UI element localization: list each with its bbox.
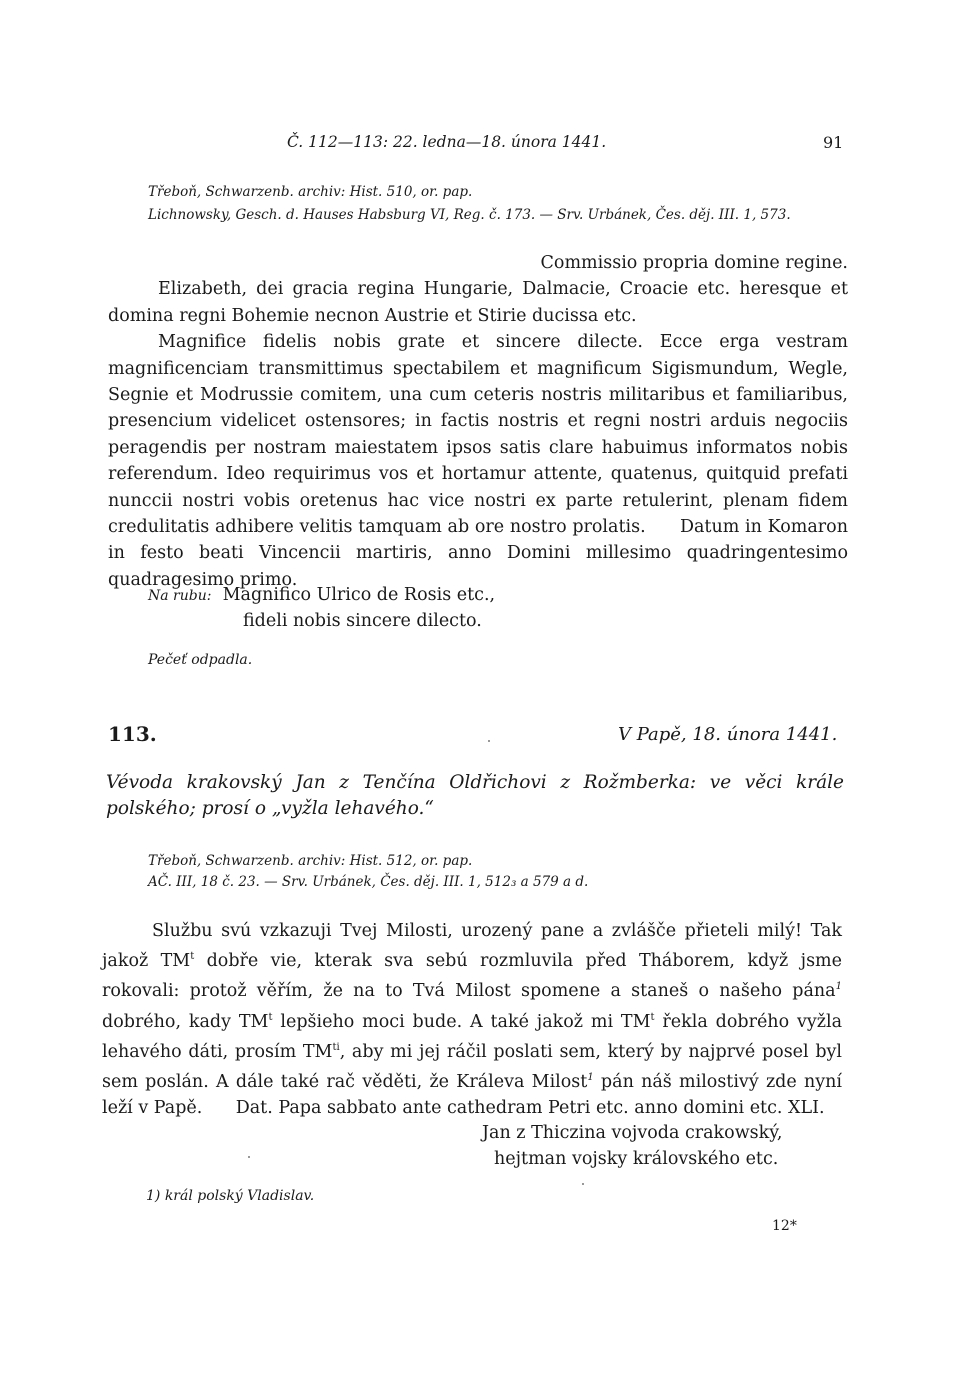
doc113-source-2: AČ. III, 18 č. 23. — Srv. Urbánek, Čes. děj. III. 1, 512₃ a 579 a d. [148,874,589,890]
page-number: 91 [823,133,844,152]
scan-speck [248,1156,250,1158]
sheet-signature-mark: 12* [772,1218,797,1234]
doc113-text-g: pán náš milostivý zde nyní leží v Papě. [102,1071,842,1118]
doc113-dating: Dat. Papa sabbato ante cathedram Petri etc. anno domini etc. XLI. [235,1097,825,1118]
commissio-line: Commissio propria domine regine. [540,253,848,273]
doc113-source-1: Třeboň, Schwarzenb. archiv: Hist. 512, or. pap. [148,853,473,869]
doc113-text-a: Službu svú vzkazuji Tvej Milosti, urozený pane a zvláščе přieteli milý! Tak jakož TM [102,921,842,972]
doc112-main-paragraph [108,329,848,593]
running-title: Č. 112—113: 22. ledna—18. února 1441. [287,133,607,151]
signature-line-1: Jan z Thiczina vojvoda crakowský, [482,1123,783,1143]
doc113-text-e: řekla dobrého vyžla lehavého dáti, prosím TM [102,1011,843,1062]
superscript: t [268,1011,273,1023]
doc113-number: 113. [108,722,157,746]
doc112-text-part1: Magnifice fidelis nobis grate et sincere dilecte. Ecce erga vestram magnificenciam transmittimus spectabilem et magnificum Sigismundum, Wegle, Segnie et Modrussie comitem, una cum ceteris nostris militaribus et familiaribus, presencium videlicet ostensores; in factis nostris et regni nostri arduis negociis peragendis per nostram maiestatem ipsos satis clare habuimus informatos nobis referendum. Ideo requirimus vos et hortamur attente, quatenus, quitquid prefati nunccii nostri vobis oretenus hac vice nostri ex parte retulerint, plenam fidem credulitatis adhibere velitis tamquam ab ore nostro prolatis. [108,332,848,538]
doc113-text-d: lepšieho moci bude. A také jakož mi TM [272,1011,651,1032]
verso-label: Na rubu: [148,588,212,604]
signature-line-2: hejtman vojsky královského etc. [494,1149,779,1169]
seal-note: Pečeť odpadla. [148,652,253,668]
doc113-main-paragraph [102,918,842,1121]
intitulatio: Elizabeth, dei gracia regina Hungarie, Dalmacie, Croacie etc. heresque et domina regni Bohemie necnon Austrie et Stirie ducissa etc. [108,279,848,326]
footnote: 1) král polský Vladislav. [146,1188,315,1204]
scan-speck [488,740,490,742]
doc113-text-f: , aby mi jej ráčil poslati sem, který by najprvé posel byl sem poslán. A dále také rač věděti, že Králeva Milost [102,1041,843,1092]
superscript: ti [332,1041,340,1053]
doc113-text-c: dobrého, kady TM [102,1011,269,1032]
doc112-dating: Datum in Komaron in festo beati Vincencii martiris, anno Domini millesimo quadringentesimo quadragesimo primo. [108,517,848,590]
verso-line-1 [148,585,495,605]
doc113-place-date: V Papě, 18. února 1441. [618,724,838,745]
doc112-source-1: Třeboň, Schwarzenb. archiv: Hist. 510, or. pap. [148,184,473,200]
verso-address-1: Magnifico Ulrico de Rosis etc., [222,585,496,605]
doc112-text [108,250,848,593]
footnote-mark: 1 [587,1071,594,1083]
superscript: t [190,951,195,963]
scan-speck [582,1183,584,1185]
verso-address-2: fideli nobis sincere dilecto. [243,611,482,631]
doc113-text [102,918,842,1121]
superscript: t [650,1011,655,1023]
doc113-text-b: dobře vie, kterak sva sebú rozmluvila před Tháborem, když jsme rokovali: protož věřím, že na to Tvá Milost spomene a staneš o našeho pána [102,951,843,1002]
doc112-source-2: Lichnowsky, Gesch. d. Hauses Habsburg VI, Reg. č. 173. — Srv. Urbánek, Čes. děj. III. 1, 573. [148,207,791,223]
footnote-mark: 1 [835,981,842,993]
doc113-regest: Vévoda krakovský Jan z Tenčína Oldřichovi z Rožmberka: ve věci krále polského; prosí o „vyžla lehavého.“ [106,772,844,819]
